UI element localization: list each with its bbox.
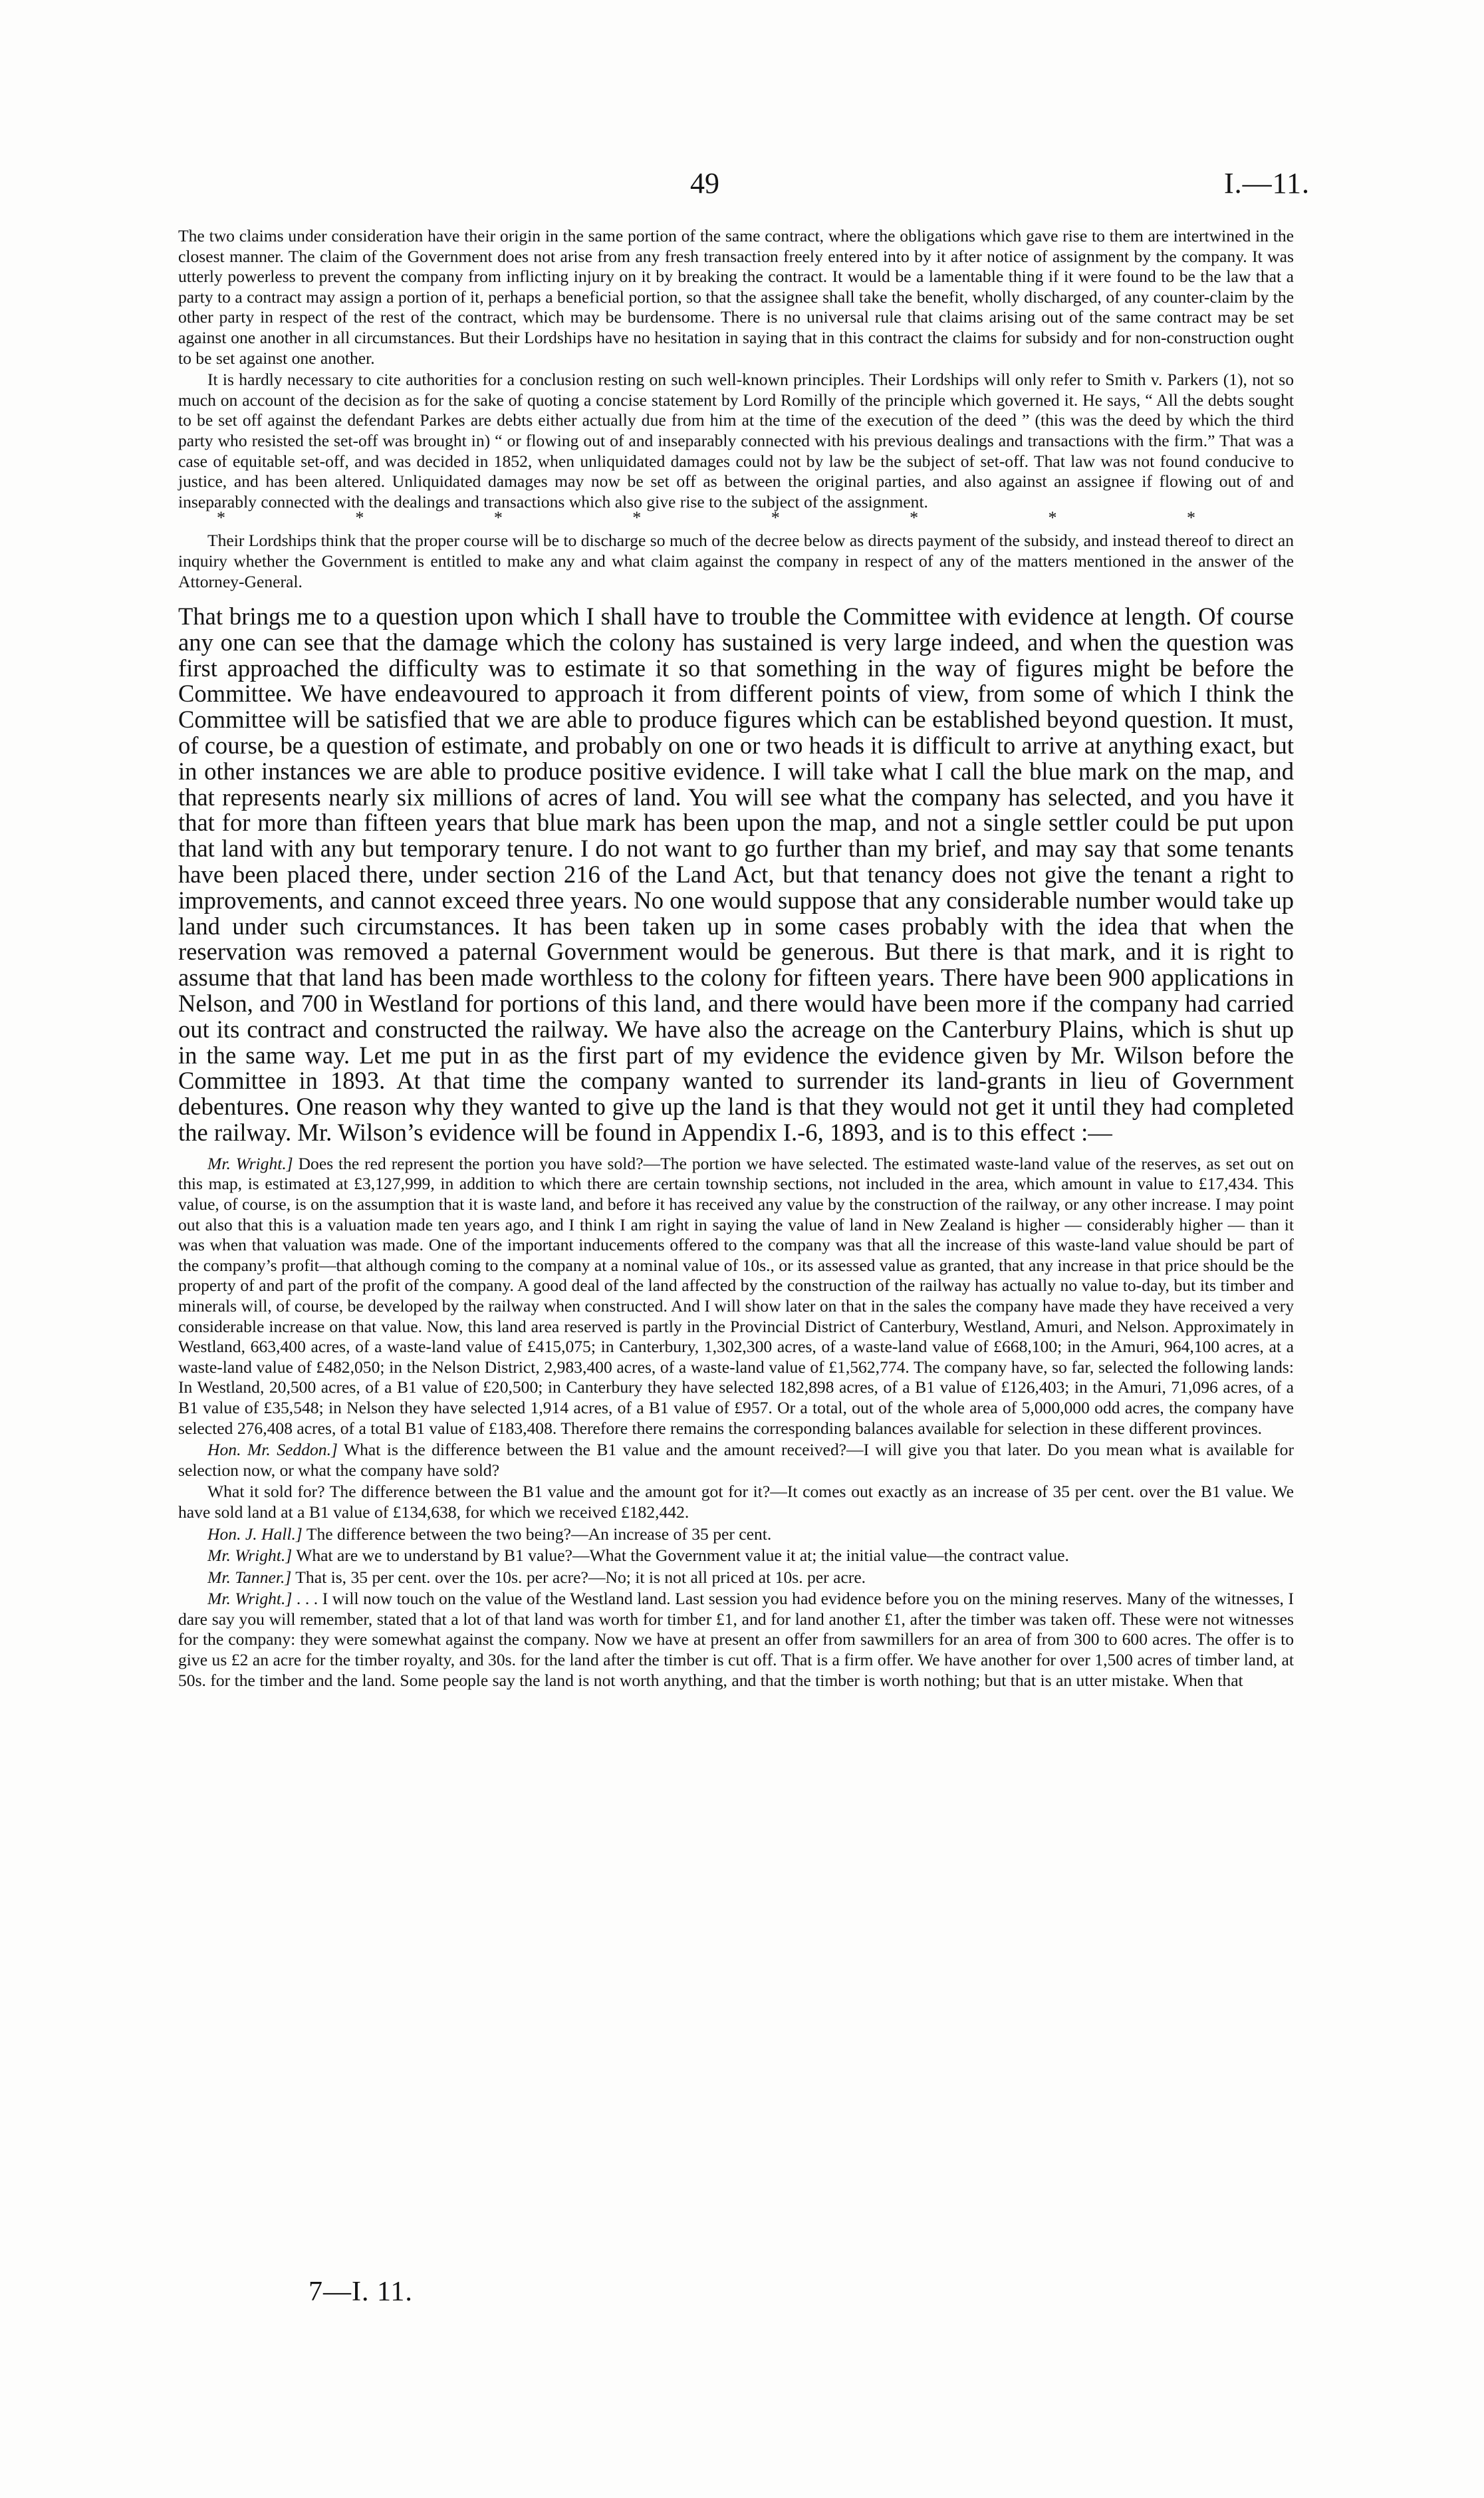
evidence-text: . . . I will now touch on the value of the Westland land. Last session you had evidence before you on the mining reserves. Many of the witnesses, I dare say you will remember, stated that a lot of that land was worth for timber £1, and for land another £1, after the timber was taken off. These were not witnesses for the company: they were somewhat against the company. Now we have at present an offer from sawmillers for an area of from 300 to 600 acres. The offer is to give us £2 an acre for the timber royalty, and 30s. for the land after the timber is cut off. That is a firm offer. We have another for over 1,500 acres of timber land, at 50s. for the timber and the land. Some people say the land is not worth anything, and that the timber is worth nothing; but that is an utter mistake. When that: [178, 1589, 1294, 1690]
star: *: [355, 508, 364, 528]
evidence-entry: [178, 1440, 1294, 1480]
star: *: [1048, 508, 1057, 528]
evidence-text: What is the difference between the B1 value and the amount received?—I will give you that later. Do you mean what is available for selection now, or what the company have sold?: [178, 1440, 1294, 1480]
page-content: [178, 226, 1294, 1691]
evidence-text: Does the red represent the portion you have sold?—The portion we have selected. The estimated waste-land value of the reserves, as set out on this map, is estimated at £3,127,999, in addition to which there are certain township sections, not included in the area, which amount in value to £17,434. This value, of course, is on the assumption that it is waste land, and before it has received any value by the construction of the railway, or any other increase. I may point out also that this is a valuation made ten years ago, and I think I am right in saying the value of land in New Zealand is higher — considerably higher — than it was when that valuation was made. One of the important inducements offered to the company was that all the increase of this waste-land value should be part of the company’s profit—that although coming to the company at a nominal value of 10s., or its assessed value as granted, that any increase in that price should be the property of and part of the profit of the company. A good deal of the land affected by the construction of the railway has actually no value to-day, but its timber and minerals will, of course, be developed by the railway when constructed. And I will show later on that in the sales the company have made they have received a very considerable increase on that value. Now, this land area reserved is partly in the Provincial District of Canterbury, Westland, Amuri, and Nelson. Approximately in Westland, 663,400 acres, of a waste-land value of £415,075; in Canterbury, 1,302,300 acres, of a waste-land value of £668,100; in the Amuri, 964,100 acres, at a waste-land value of £482,050; in the Nelson District, 2,983,400 acres, of a waste-land value of £1,562,774. The company have, so far, selected the following lands: In Westland, 20,500 acres, of a B1 value of £20,500; in Canterbury they have selected 182,898 acres, of a B1 value of £126,403; in the Amuri, 71,096 acres, of a B1 value of £35,548; in Nelson they have selected 1,914 acres, of a B1 value of £957. Or a total, out of the whole area of 5,000,000 odd acres, the company have selected 276,408 acres, of a total B1 value of £183,408. Therefore there remains the corresponding balances available for selection in these different provinces.: [178, 1153, 1295, 1438]
evidence-block: [178, 1154, 1294, 1691]
star: *: [1186, 508, 1195, 528]
page-header: [0, 166, 1484, 206]
evidence-text: That is, 35 per cent. over the 10s. per acre?—No; it is not all priced at 10s. per acre.: [291, 1567, 866, 1587]
speaker-name: Hon. Mr. Seddon.]: [207, 1440, 338, 1460]
star: *: [493, 508, 503, 528]
star: *: [910, 508, 919, 528]
evidence-text: The difference between the two being?—An increase of 35 per cent.: [302, 1524, 772, 1544]
speaker-name: Mr. Wright.]: [207, 1589, 293, 1609]
evidence-entry: [178, 1154, 1294, 1439]
speaker-name: Mr. Wright.]: [207, 1153, 293, 1173]
evidence-entry: [178, 1524, 1294, 1545]
star: *: [217, 508, 225, 528]
evidence-text: What are we to understand by B1 value?—What the Government value it at; the initial value—the contract value.: [292, 1546, 1069, 1566]
judgment-paragraph-1: The two claims under consideration have their origin in the same portion of the same contract, where the obligations which gave rise to them are intertwined in the closest manner. The claim of the Government does not arise from any fresh transaction freely entered into by it after notice of assignment by the company. It was utterly powerless to prevent the company from inflicting injury on it by breaking the contract. It would be a lamentable thing if it were found to be the law that a party to a contract may assign a portion of it, perhaps a beneficial portion, so that the assignee shall take the benefit, wholly discharged, of any counter-claim by the other party in respect of the rest of the contract, which may be burdensome. There is no universal rule that claims arising out of the same contract may be set against one another in all circumstances. But their Lordships have no hesitation in saying that in this contract the claims for subsidy and for non-construction ought to be set against one another.: [178, 226, 1294, 368]
speaker-name: Mr. Tanner.]: [207, 1567, 292, 1587]
judgment-paragraph-2: It is hardly necessary to cite authorities for a conclusion resting on such well-known principles. Their Lordships will only refer to Smith v. Parkers (1), not so much on account of the decision as for the sake of quoting a concise statement by Lord Romilly of the principle which governed it. He says, “ All the debts sought to be set off against the defendant Parkes are debts either actually due from him at the time of the execution of the deed ” (this was the deed by which the third party who resisted the set-off was brought in) “ or flowing out of and inseparably connected with his previous dealings and transactions with the firm.” That was a case of equitable set-off, and was decided in 1852, when unliquidated damages could not by law be the subject of set-off. That law was not found conducive to justice, and has been altered. Unliquidated damages may now be set off as between the original parties, and also against an assignee if flowing out of and inseparably connected with the dealings and transactions which also give rise to the subject of the assignment.: [178, 370, 1294, 511]
evidence-text: What it sold for? The difference between the B1 value and the amount got for it?—It comes out exactly as an increase of 35 per cent. over the B1 value. We have sold land at a B1 value of £134,638, for which we received £182,442.: [178, 1482, 1294, 1522]
main-statement: That brings me to a question upon which I shall have to trouble the Committee with evidence at length. Of course any one can see that the damage which the colony has sustained is very large indeed, and when the question was first approached the difficulty was to estimate it so that something in the way of figures might be before the Committee. We have endeavoured to approach it from different points of view, from some of which I think the Committee will be satisfied that we are able to produce figures which can be established beyond question. It must, of course, be a question of estimate, and probably on one or two heads it is difficult to arrive at anything exact, but in other instances we are able to produce positive evidence. I will take what I call the blue mark on the map, and that represents nearly six millions of acres of land. You will see what the company has selected, and you have it that for more than fifteen years that blue mark has been upon the map, and not a single settler could be put upon that land with any but temporary tenure. I do not want to go further than my brief, and may say that some tenants have been placed there, under section 216 of the Land Act, but that tenancy does not give the tenant a right to improvements, and cannot exceed three years. No one would suppose that any considerable number would take up land under such circumstances. It has been taken up in some cases probably with the idea that when the reservation was removed a paternal Government would be generous. But there is that mark, and it is right to assume that that land has been made worthless to the colony for fifteen years. There have been 900 applications in Nelson, and 700 in Westland for portions of this land, and there would have been more if the company had carried out its contract and constructed the railway. We have also the acreage on the Canterbury Plains, which is shut up in the same way. Let me put in as the first part of my evidence the evidence given by Mr. Wilson before the Committee in 1893. At that time the company wanted to surrender its land-grants in lieu of Government debentures. One reason why they wanted to give up the land is that they would not get it until they had completed the railway. Mr. Wilson’s evidence will be found in Appendix I.-6, 1893, and is to this effect :—: [178, 603, 1294, 1147]
speaker-name: Mr. Wright.]: [207, 1546, 293, 1566]
evidence-entry: [178, 1589, 1294, 1691]
judgment-conclusion: Their Lordships think that the proper course will be to discharge so much of the decree below as directs payment of the subsidy, and instead thereof to direct an inquiry whether the Government is entitled to make any and what claim against the company in respect of any of the matters mentioned in the answer of the Attorney-General.: [178, 531, 1294, 591]
star: *: [771, 508, 780, 528]
evidence-entry: [178, 1546, 1294, 1566]
speaker-name: Hon. J. Hall.]: [207, 1524, 303, 1544]
page-number: 49: [690, 167, 719, 200]
evidence-entry: [178, 1482, 1294, 1522]
document-reference: I.—11.: [1223, 167, 1310, 200]
page-signature: 7—I. 11.: [309, 2277, 413, 2307]
star: *: [632, 508, 642, 528]
evidence-entry: [178, 1568, 1294, 1588]
